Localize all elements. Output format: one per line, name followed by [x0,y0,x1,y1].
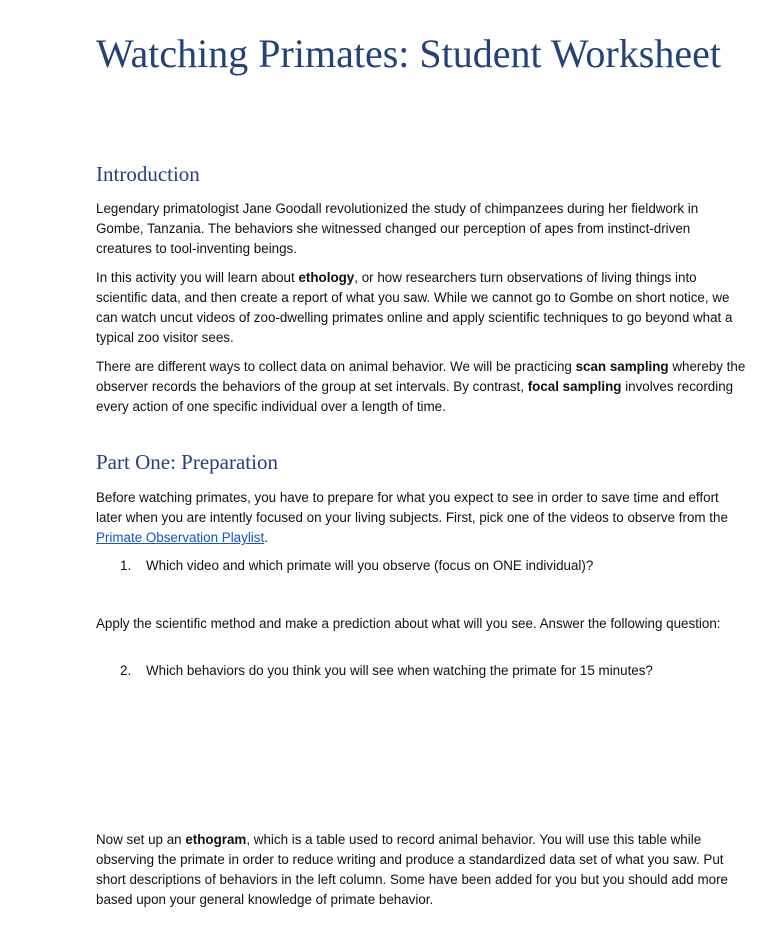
question-1 [120,556,746,576]
intro-p3-text-before: There are different ways to collect data on animal behavior. We will be practicing [96,359,576,374]
part-one-paragraph-2: Apply the scientific method and make a prediction about what will you see. Answer the following question: [96,616,721,631]
part-one-heading: Part One: Preparation [96,450,278,474]
part-one-paragraph-3 [96,830,746,910]
part-one-paragraph-1 [96,488,746,548]
intro-paragraph-3 [96,357,746,417]
question-2-text: Which behaviors do you think you will see when watching the primate for 15 minutes? [146,663,653,678]
part-one-p3-text-before: Now set up an [96,832,186,847]
question-1-number: 1. [120,558,132,573]
part-one-p3-text-after: , which is a table used to record animal behavior. You will use this table while observing the primate in order to reduce writing and produce a standardized data set of what you saw. Put short descriptions of behaviors in the left column. Some have been added for you but you should add more based upon your general knowledge of primate behavior. [96,832,728,907]
document-title: Watching Primates: Student Worksheet [96,31,721,76]
question-2 [120,661,746,681]
intro-p2-text-before: In this activity you will learn about [96,270,299,285]
focal-sampling-term: focal sampling [527,379,622,394]
intro-paragraph-2 [96,268,746,348]
question-2-number: 2. [120,663,132,678]
ethogram-term: ethogram [185,832,247,847]
intro-paragraph-1: Legendary primatologist Jane Goodall revolutionized the study of chimpanzees during her fieldwork in Gombe, Tanzania. The behaviors she witnessed changed our perception of apes from instinct-driven creatures to tool-inventing beings. [96,201,699,256]
question-1-text: Which video and which primate will you observe (focus on ONE individual)? [146,558,594,573]
introduction-heading: Introduction [96,162,200,186]
intro-p3-text-after: involves recording every action of one specific individual over a length of time. [96,379,734,414]
primate-observation-playlist-link[interactable]: Primate Observation Playlist [96,530,265,545]
part-one-p1-text-before: Before watching primates, you have to prepare for what you expect to see in order to save time and effort later when you are intently focused on your living subjects. First, pick one of the videos to observe from the [96,490,728,525]
ethology-term: ethology [298,270,355,285]
intro-p2-text-after: , or how researchers turn observations of living things into scientific data, and then create a report of what you saw. While we cannot go to Gombe on short notice, we can watch uncut videos of zoo-dwelling primates online and apply scientific techniques to go beyond what a typical zoo visitor sees. [96,270,733,345]
intro-p3-text-middle: whereby the observer records the behaviors of the group at set intervals. By contrast, [96,359,746,394]
part-one-p1-text-after: . [264,530,268,545]
scan-sampling-term: scan sampling [575,359,669,374]
